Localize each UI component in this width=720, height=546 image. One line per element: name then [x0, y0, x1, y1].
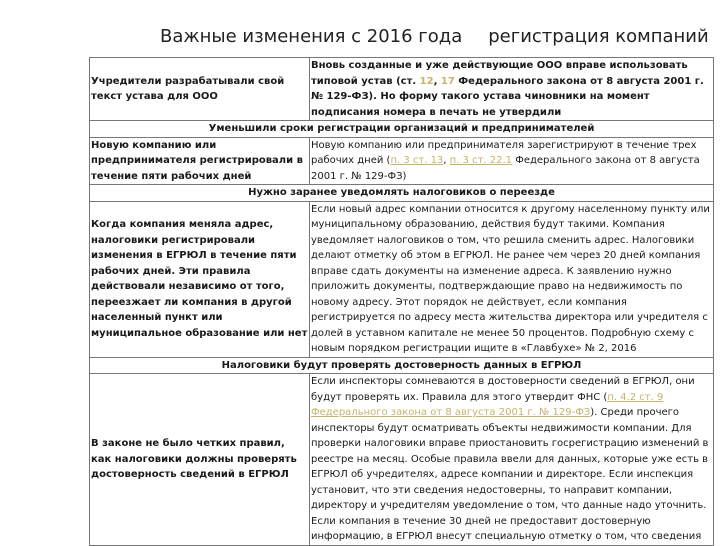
law-link-12[interactable]: 12 [419, 75, 434, 87]
row2-new-rule [310, 137, 714, 185]
row2-right-text-a: Новую компанию или предпринимателя зарегистрируют в течение трех рабочих дней ( [311, 139, 697, 166]
law-link-p3-st13[interactable]: п. 3 ст. 13 [390, 155, 444, 166]
row4-old-rule [90, 374, 310, 546]
row1-right-text-a: Вновь созданные и уже действующие ООО вправе использовать типовой устав (ст. [311, 60, 688, 87]
row3-old-rule [90, 201, 310, 357]
section-header-egrul-check: Налоговики будут проверять достоверность данных в ЕГРЮЛ [90, 357, 714, 374]
table-row [90, 58, 714, 121]
title-part1: Важные изменения с 2016 года [160, 26, 463, 47]
law-link-17[interactable]: 17 [440, 75, 455, 87]
row3-right-text: Если новый адрес компании относится к другому населенному пункту или муниципальному образованию, действия будут такими. Компания уведомляет налоговиков о том, что решила сменить адрес. Налоговики делают отметку об этом в ЕГРЮЛ. Не ранее чем через 20 дней компания вправе сдать документы на изменение адреса. К заявлению нужно приложить документы, подтверждающие право на недвижимость по новому адресу. Этот порядок не действует, если компания регистрируется по адресу места жительства директора или учредителя с долей в уставном капитале не менее 50 процентов. Подробную схему с новым порядком регистрации ищите в «Главбухе» № 2, 2016 [311, 203, 710, 354]
row4-right-text-b: ). Среди прочего инспекторы будут осматривать объекты недвижимости компании. Для проверки налоговики вправе приостановить госрегистрацию изменений в реестре на месяц. Особые правила ввели для данных, которые уже есть в ЕГРЮЛ об учредителях, адресе компании и директоре. Если инспекция установит, что эти сведения недостоверны, то направит компании, директору и учредителям уведомление о том, что данные надо уточнить. Если компания в течение 30 дней не предоставит достоверную информацию, в ЕГРЮЛ внесут специальную отметку о том, что сведения [311, 407, 709, 542]
section-header-row [90, 357, 714, 374]
row4-new-rule [310, 374, 714, 546]
section-header-row [90, 185, 714, 202]
row1-sep: , [433, 75, 441, 87]
law-link-p3-st22-1[interactable]: п. 3 ст. 22.1 [449, 155, 513, 166]
row3-left-text: Когда компания меняла адрес, налоговики регистрировали изменения в ЕГРЮЛ в течение пяти рабочих дней. Эти правила действовали независимо от того, переезжает ли компания в другой населенный пункт или муниципальное образование или нет [91, 219, 308, 339]
slide-title [160, 26, 720, 47]
row4-left-text: В законе не было четких правил, как налоговики должны проверять достоверность сведений в ЕГРЮЛ [91, 438, 297, 480]
table-row [90, 374, 714, 546]
row2-left-text: Новую компанию или предпринимателя регистрировали в течение пяти рабочих дней [91, 139, 303, 182]
row1-left-text: Учредители разрабатывали свой текст устава для ООО [91, 75, 285, 102]
section-header-registration-terms: Уменьшили сроки регистрации организаций и предпринимателей [90, 121, 714, 138]
title-part2: регистрация компаний [488, 26, 709, 47]
row1-new-rule [310, 58, 714, 121]
section-header-relocation: Нужно заранее уведомлять налоговиков о переезде [90, 185, 714, 202]
row1-right-text-b: Федерального закона от 8 августа 2001 г. № 129-ФЗ). Но форму такого устава чиновники на момент подписания номера в печать не утвердили [311, 75, 704, 118]
law-link-p4-2-st9[interactable]: п. 4.2 ст. 9 Федерального закона от 8 августа 2001 г. № 129-ФЗ [311, 391, 664, 418]
row1-old-rule [90, 58, 310, 121]
table-row [90, 201, 714, 357]
changes-table [89, 57, 714, 546]
row2-old-rule [90, 137, 310, 185]
row2-sep: , [443, 155, 450, 166]
table-row [90, 137, 714, 185]
row4-right-text-a: Если инспекторы сомневаются в достоверности сведений в ЕГРЮЛ, они будут проверять их. Правила для этого утвердит ФНС ( [311, 376, 695, 403]
row2-right-text-b: Федерального закона от 8 августа 2001 г. № 129-ФЗ) [311, 155, 700, 182]
row3-new-rule [310, 201, 714, 357]
section-header-row [90, 121, 714, 138]
